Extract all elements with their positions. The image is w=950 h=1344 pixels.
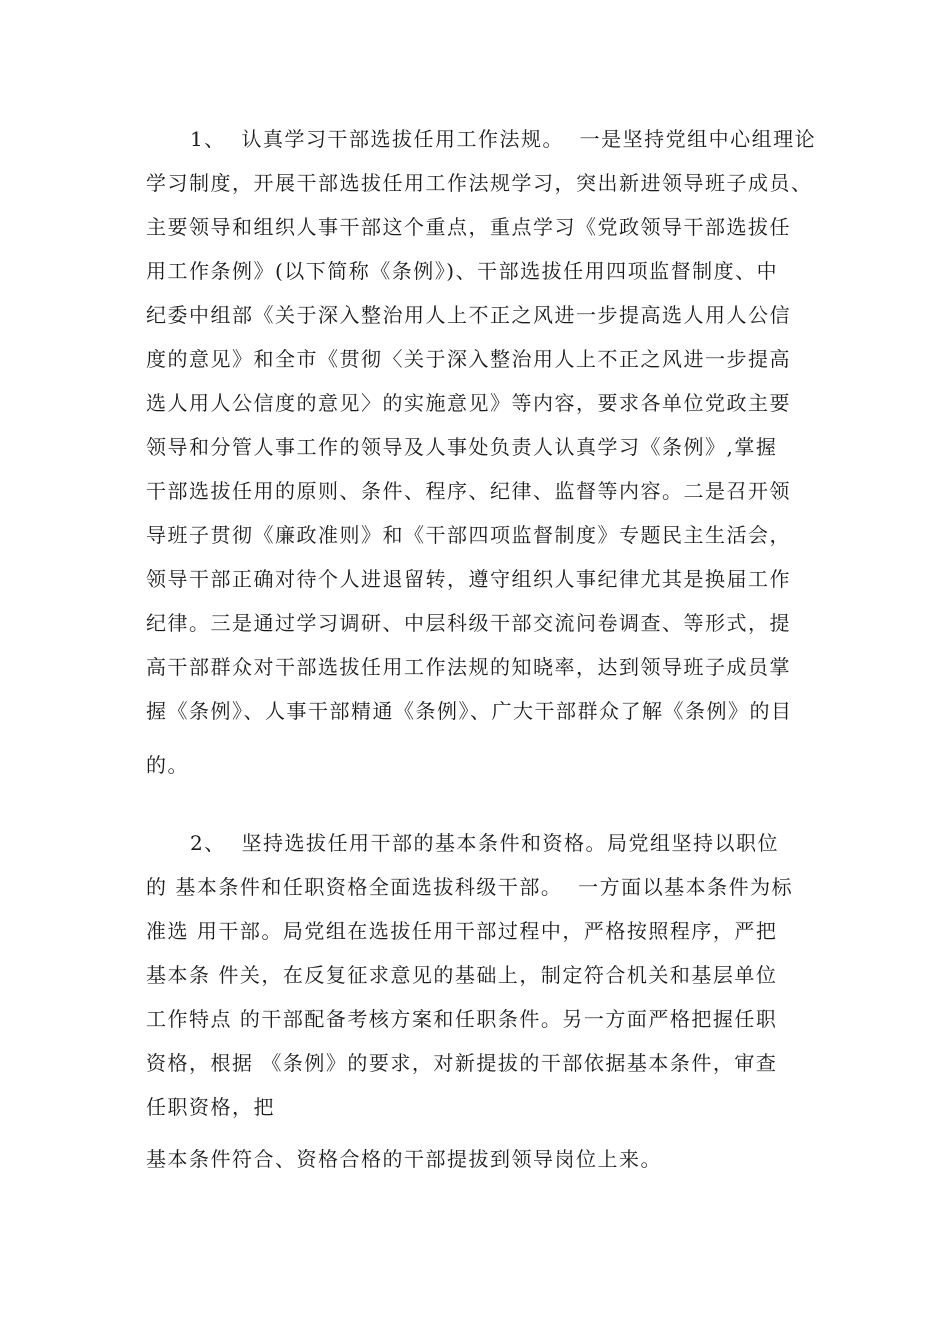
paragraph-2-line-3: 准选 用干部。局党组在选拔任用干部过程中，严格按照程序，严把 xyxy=(146,919,778,943)
paragraph-2-line-1: 2、 坚持选拔任用干部的基本条件和资格。局党组坚持以职位 xyxy=(190,831,779,855)
paragraph-1-line-9: 干部选拔任用的原则、条件、程序、纪律、监督等内容。二是召开领 xyxy=(146,479,791,503)
paragraph-1-line-10: 导班子贯彻《廉政准则》和《干部四项监督制度》专题民主生活会， xyxy=(146,523,791,547)
paragraph-3-line-1: 基本条件符合、资格合格的干部提拔到领导岗位上来。 xyxy=(146,1147,662,1171)
paragraph-2-line-4: 基本条 件关，在反复征求意见的基础上，制定符合机关和基层单位 xyxy=(146,963,778,987)
paragraph-1-line-4: 用工作条例》(以下简称《条例》)、干部选拔任用四项监督制度、中 xyxy=(146,259,779,283)
paragraph-1-line-14: 握《条例》、人事干部精通《条例》、广大干部群众了解《条例》的目 xyxy=(146,699,793,723)
paragraph-2-line-2: 的 基本条件和任职资格全面选拔科级干部。 一方面以基本条件为标 xyxy=(146,875,794,899)
paragraph-2-line-7: 任职资格，把 xyxy=(146,1095,275,1119)
paragraph-1-line-13: 高干部群众对干部选拔任用工作法规的知晓率，达到领导班子成员掌 xyxy=(146,655,791,679)
paragraph-1-line-7: 选人用人公信度的意见〉的实施意见》等内容，要求各单位党政主要 xyxy=(146,391,791,415)
paragraph-1-line-15: 的。 xyxy=(146,753,189,777)
paragraph-1-line-12: 纪律。三是通过学习调研、中层科级干部交流问卷调查、等形式，提 xyxy=(146,611,791,635)
paragraph-1-line-6: 度的意见》和全市《贯彻〈关于深入整治用人上不正之风进一步提高 xyxy=(146,347,791,371)
paragraph-2-line-6: 资格，根据 《条例》的要求，对新提拔的干部依据基本条件，审查 xyxy=(146,1051,778,1075)
paragraph-1-line-2: 学习制度，开展干部选拔任用工作法规学习，突出新进领导班子成员、 xyxy=(146,171,813,195)
paragraph-1-line-3: 主要领导和组织人事干部这个重点，重点学习《党政领导干部选拔任 xyxy=(146,215,791,239)
paragraph-1-line-1: 1、 认真学习干部选拔任用工作法规。 一是坚持党组中心组理论 xyxy=(190,127,817,151)
paragraph-2-line-5: 工作特点 的干部配备考核方案和任职条件。另一方面严格把握任职 xyxy=(146,1007,778,1031)
paragraph-1-line-5: 纪委中组部《关于深入整治用人上不正之风进一步提高选人用人公信 xyxy=(146,303,791,327)
paragraph-1-line-8: 领导和分管人事工作的领导及人事处负责人认真学习《条例》,掌握 xyxy=(146,435,778,459)
paragraph-1-line-11: 领导干部正确对待个人进退留转，遵守组织人事纪律尤其是换届工作 xyxy=(146,567,791,591)
